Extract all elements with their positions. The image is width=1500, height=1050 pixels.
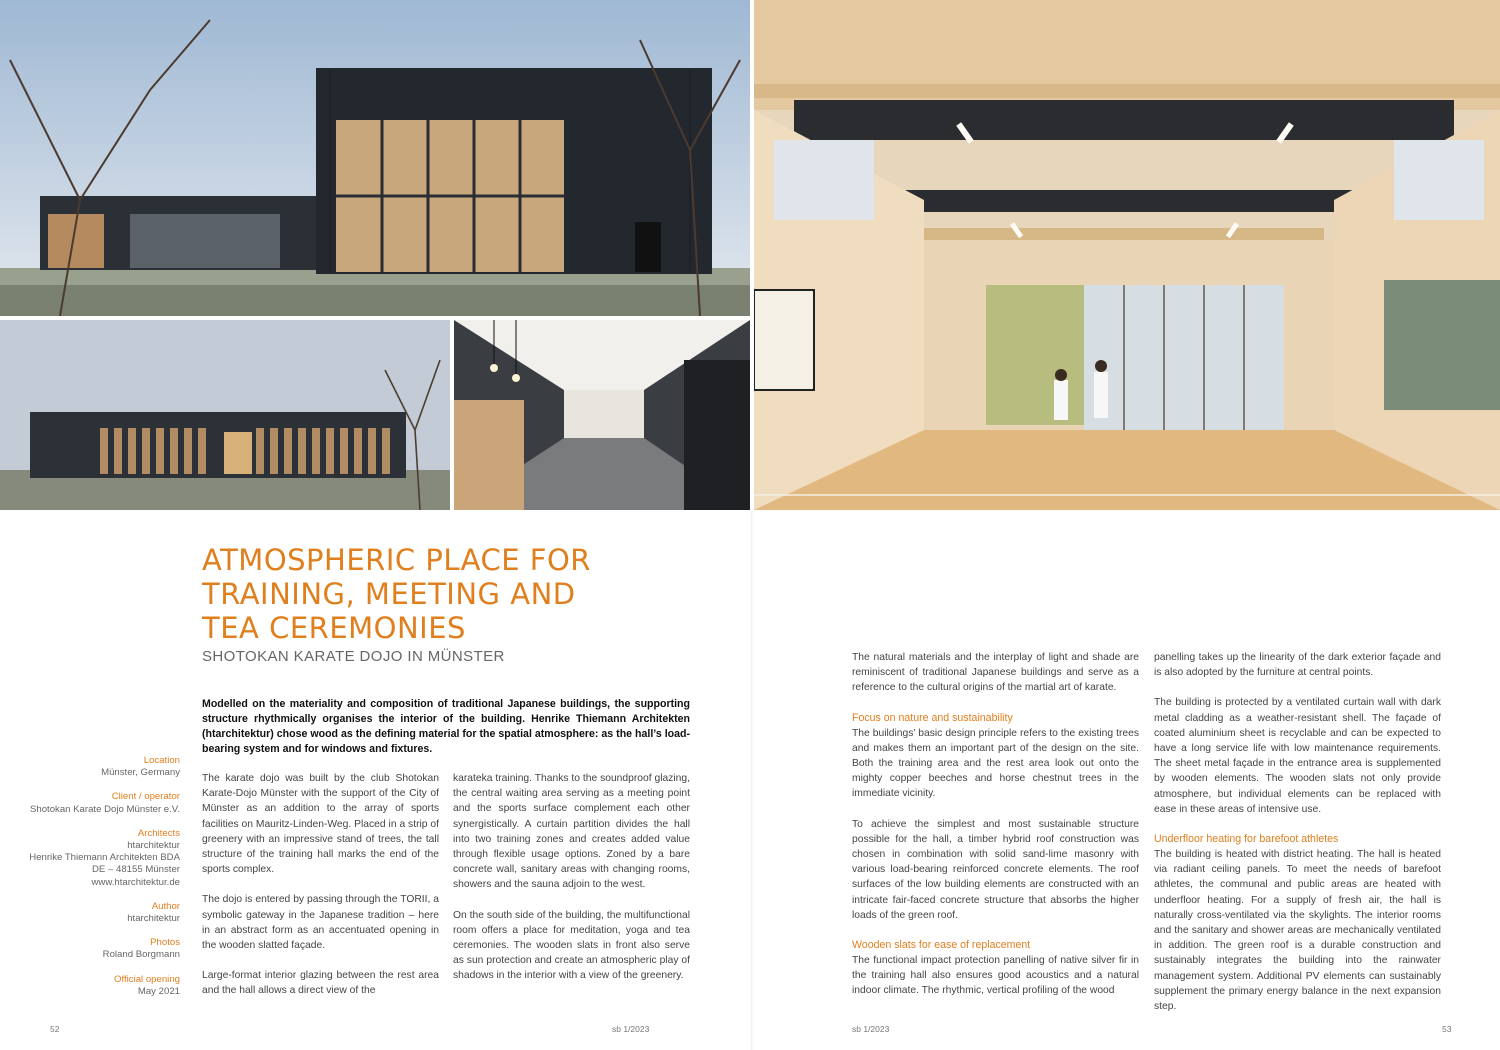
body-paragraph: The karate dojo was built by the club Shotokan Karate-Dojo Münster with the support of the City of Münster as an addition to the array of sports facilities on Mauritz-Linden-Weg. Placed in a strip of greenery with an impressive stand of trees, the tall structure of the training hall marks the end of the sports complex.	[202, 773, 439, 876]
body-paragraph: On the south side of the building, the multifunctional room offers a place for meditation, yoga and tea ceremonies. The wooden slats in front also serve as sun protection and create an atmospheric play of shadows in the interior with a view of the greenery.	[453, 909, 690, 982]
fact-value: May 2021	[137, 985, 180, 997]
body-paragraph: panelling takes up the linearity of the dark exterior façade and is also adopted by the furniture at central points.	[1154, 652, 1441, 679]
text-column-2	[453, 771, 690, 999]
fact-item	[10, 937, 180, 961]
body-paragraph: The dojo is entered by passing through the TORII, a symbolic gateway in the Japanese tradition – here in an abstract form as an accentuated opening in the wooden slatted façade.	[202, 894, 439, 952]
photo-training-hall	[754, 0, 1500, 510]
title-line-1: ATMOSPHERIC PLACE FOR	[202, 543, 591, 577]
issue-label-right: sb 1/2023	[852, 1024, 890, 1034]
fact-label: Client / operator	[111, 791, 180, 803]
fact-value: DE – 48155 Münster	[92, 864, 180, 876]
fact-value: Henrike Thiemann Architekten BDA	[29, 852, 180, 864]
photo-dojo-exterior	[0, 0, 750, 316]
body-paragraph: The building is heated with district heating. The hall is heated via radiant ceiling panels. To meet the needs of barefoot athletes, the communal and public areas are heated with underfloor heating. For a supply of fresh air, the hall is naturally cross-ventilated via the skylights. The interior rooms and the sanitary and shower areas are mechanically ventilated in addition. The green roof is a durable construction and sustainably integrates the building into the rainwater management system. Additional PV elements can sustainably supplement the primary energy balance in the next expansion step.	[1154, 849, 1441, 1013]
body-paragraph: The building is protected by a ventilated curtain wall with dark metal cladding as a weather-resistant shell. The façade of coated aluminium sheet is recyclable and can be expected to have a long service life with low maintenance requirements. The sheet metal façade in the entrance area is supplemented by wooden elements. The wooden slats not only provide atmosphere, but individual elements can be replaced with ease in these areas of intensive use.	[1154, 697, 1441, 815]
fact-value: Shotokan Karate Dojo Münster e.V.	[29, 803, 180, 815]
fact-value: htarchitektur	[127, 913, 180, 925]
text-column-1	[202, 771, 439, 1014]
fact-item	[10, 901, 180, 925]
fact-label: Author	[151, 900, 180, 912]
title-line-2: TRAINING, MEETING AND	[202, 577, 576, 611]
fact-value: Roland Borgmann	[102, 949, 180, 961]
page-number-left: 52	[50, 1024, 60, 1034]
fact-item	[10, 755, 180, 779]
body-paragraph: Large-format interior glazing between the rest area and the hall allows a direct view of the	[202, 970, 439, 997]
fact-label: Photos	[150, 937, 180, 949]
page-number-right: 53	[1442, 1024, 1452, 1034]
text-column-3	[852, 650, 1139, 1014]
photo-dojo-long-facade	[0, 320, 450, 510]
fact-item	[10, 974, 180, 998]
section-heading: Wooden slats for ease of replacement	[852, 939, 1031, 952]
photo-dojo-foyer	[454, 320, 750, 510]
article-title	[202, 543, 762, 645]
title-line-3: TEA CEREMONIES	[202, 611, 466, 645]
article-subtitle: SHOTOKAN KARATE DOJO IN MÜNSTER	[202, 648, 505, 665]
fact-label: Architects	[137, 827, 180, 839]
article-lead: Modelled on the materiality and composition of traditional Japanese buildings, the supporting structure rhythmically organises the interior of the building. Henrike Thiemann Architekten (htarchitektur) chose wood as the defining material for the spatial atmosphere: as the hall’s load-bearing system and for windows and fixtures.	[202, 698, 690, 755]
section-heading: Focus on nature and sustainability	[852, 711, 1013, 724]
body-paragraph: karateka training. Thanks to the soundproof glazing, the central waiting area serving as a meeting point and the sports surface complement each other synergistically. A curtain partition divides the hall into two training zones and creates added value through flexible usage options. Zoned by a bare concrete wall, sanitary areas with changing rooms, showers and the sauna adjoin to the west.	[453, 773, 690, 891]
text-column-4	[1154, 650, 1441, 1029]
fact-item	[10, 791, 180, 815]
fact-value: Münster, Germany	[101, 767, 180, 779]
fact-item	[10, 828, 180, 889]
fact-label: Location	[143, 755, 180, 766]
body-paragraph: The natural materials and the interplay of light and shade are reminiscent of traditional Japanese buildings and serve as a reference to the cultural origins of the martial art of karate.	[852, 652, 1139, 694]
fact-value: htarchitektur	[127, 840, 180, 852]
body-paragraph: The functional impact protection panelling of native silver fir in the training hall also ensures good acoustics and a natural indoor climate. The rhythmic, vertical profiling of the wood	[852, 955, 1139, 997]
body-paragraph: The buildings’ basic design principle refers to the existing trees and makes them an important part of the design on the site. Both the training area and the rest area look out onto the mighty copper beeches and horse chestnut trees in the immediate vicinity.	[852, 727, 1139, 800]
project-facts	[10, 755, 180, 1010]
section-heading: Underfloor heating for barefoot athletes	[1154, 833, 1339, 846]
body-paragraph: To achieve the simplest and most sustainable structure possible for the hall, a timber hybrid roof construction was chosen in combination with solid sand-lime masonry with various load-bearing reinforced concrete elements. The roof surfaces of the low building elements are constructed with an intricate fair-faced concrete structure that absorbs the higher loads of the green roof.	[852, 818, 1139, 921]
fact-label: Official opening	[114, 973, 180, 985]
fact-value: www.htarchitektur.de	[91, 876, 180, 888]
issue-label-left: sb 1/2023	[612, 1024, 650, 1034]
